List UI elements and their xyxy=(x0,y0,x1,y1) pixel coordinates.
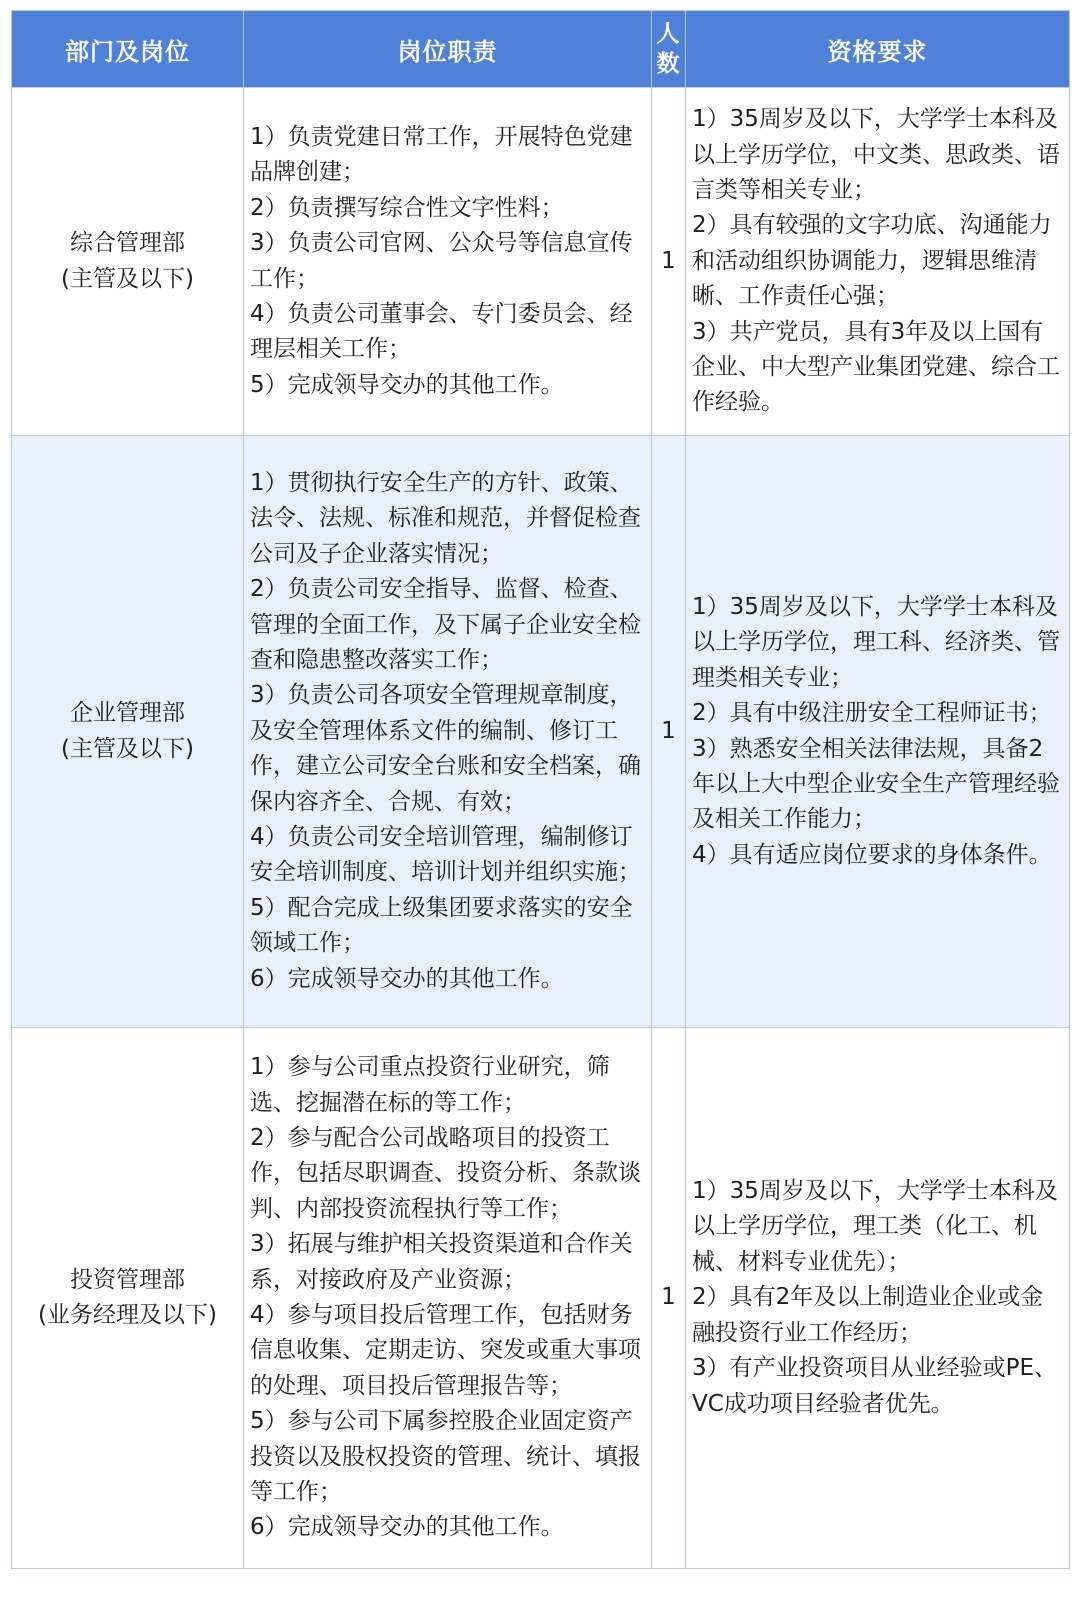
requirement-item: 3）有产业投资项目从业经验或PE、VC成功项目经验者优先。 xyxy=(692,1355,1058,1417)
duty-item: 4）负责公司安全培训管理，编制修订安全培训制度、培训计划并组织实施； xyxy=(250,824,641,886)
header-count xyxy=(652,11,686,88)
table-row xyxy=(12,1028,1070,1569)
dept-cell xyxy=(12,1028,244,1569)
dept-level: (业务经理及以下) xyxy=(38,1302,217,1328)
dept-level: (主管及以下) xyxy=(61,265,194,292)
duty-item: 3）负责公司官网、公众号等信息宣传工作； xyxy=(250,230,633,292)
duty-item: 6）完成领导交办的其他工作。 xyxy=(250,1514,564,1541)
header-dept: 部门及岗位 xyxy=(12,11,244,88)
duty-item: 2）负责撰写综合性文字性料； xyxy=(250,194,564,221)
requirement-item: 4）具有适应岗位要求的身体条件。 xyxy=(692,841,1052,868)
dept-level: (主管及以下) xyxy=(61,735,194,762)
duty-item: 3）负责公司各项安全管理规章制度，及安全管理体系文件的编制、修订工作，建立公司安全台账和安全档案，确保内容齐全、合规、有效； xyxy=(250,682,641,815)
headcount: 1 xyxy=(652,436,686,1028)
dept-name: 企业管理部 xyxy=(70,700,185,727)
duties-cell xyxy=(244,88,652,436)
duty-item: 5）完成领导交办的其他工作。 xyxy=(250,371,564,398)
job-table-container xyxy=(11,10,1069,1569)
requirement-item: 1）35周岁及以下，大学学士本科及以上学历学位，理工类（化工、机械、材料专业优先）； xyxy=(692,1178,1058,1275)
requirement-item: 2）具有中级注册安全工程师证书； xyxy=(692,700,1052,727)
duty-item: 2）参与配合公司战略项目的投资工作，包括尽职调查、投资分析、条款谈判、内部投资流程执行等工作； xyxy=(250,1124,641,1222)
requirements-cell xyxy=(686,436,1070,1028)
table-header-row xyxy=(12,11,1070,88)
dept-cell xyxy=(12,436,244,1028)
requirement-item: 2）具有2年及以上制造业企业或金融投资行业工作经历； xyxy=(692,1284,1044,1346)
headcount: 1 xyxy=(652,88,686,436)
duty-item: 6）完成领导交办的其他工作。 xyxy=(250,965,564,992)
duty-item: 1）贯彻执行安全生产的方针、政策、法令、法规、标准和规范，并督促检查公司及子企业落实情况； xyxy=(250,469,641,567)
duties-cell xyxy=(244,1028,652,1569)
requirements-cell xyxy=(686,88,1070,436)
duty-item: 1）参与公司重点投资行业研究，筛选、挖掘潜在标的等工作； xyxy=(250,1054,610,1116)
dept-cell xyxy=(12,88,244,436)
table-row xyxy=(12,436,1070,1028)
duty-item: 4）参与项目投后管理工作，包括财务信息收集、定期走访、突发或重大事项的处理、项目投后管理报告等； xyxy=(250,1302,641,1399)
requirement-item: 1）35周岁及以下，大学学士本科及以上学历学位，理工科、经济类、管理类相关专业； xyxy=(692,593,1060,691)
table-row xyxy=(12,88,1070,436)
duty-item: 3）拓展与维护相关投资渠道和合作关系，对接政府及产业资源； xyxy=(250,1231,633,1293)
duty-item: 1）负责党建日常工作，开展特色党建品牌创建； xyxy=(250,123,633,186)
header-requirements: 资格要求 xyxy=(686,11,1070,88)
job-postings-table xyxy=(11,10,1070,1569)
header-count-top: 人 xyxy=(656,21,681,47)
requirement-item: 2）具有较强的文字功底、沟通能力和活动组织协调能力，逻辑思维清晰、工作责任心强； xyxy=(692,212,1052,310)
header-duties: 岗位职责 xyxy=(244,11,652,88)
dept-name: 综合管理部 xyxy=(70,230,185,257)
header-count-bottom: 数 xyxy=(656,51,681,77)
requirements-cell xyxy=(686,1028,1070,1569)
requirement-item: 3）共产党员，具有3年及以上国有企业、中大型产业集团党建、综合工作经验。 xyxy=(692,318,1060,416)
requirement-item: 3）熟悉安全相关法律法规，具备2年以上大中型企业安全生产管理经验及相关工作能力； xyxy=(692,735,1060,833)
duty-item: 5）参与公司下属参控股企业固定资产投资以及股权投资的管理、统计、填报等工作； xyxy=(250,1408,641,1506)
duties-cell xyxy=(244,436,652,1028)
headcount: 1 xyxy=(652,1028,686,1569)
dept-name: 投资管理部 xyxy=(70,1266,185,1293)
duty-item: 5）配合完成上级集团要求落实的安全领域工作； xyxy=(250,894,633,957)
duty-item: 2）负责公司安全指导、监督、检查、管理的全面工作，及下属子企业安全检查和隐患整改落实工作； xyxy=(250,576,641,673)
duty-item: 4）负责公司董事会、专门委员会、经理层相关工作； xyxy=(250,300,633,363)
requirement-item: 1）35周岁及以下，大学学士本科及以上学历学位，中文类、思政类、语言类等相关专业； xyxy=(692,106,1060,203)
